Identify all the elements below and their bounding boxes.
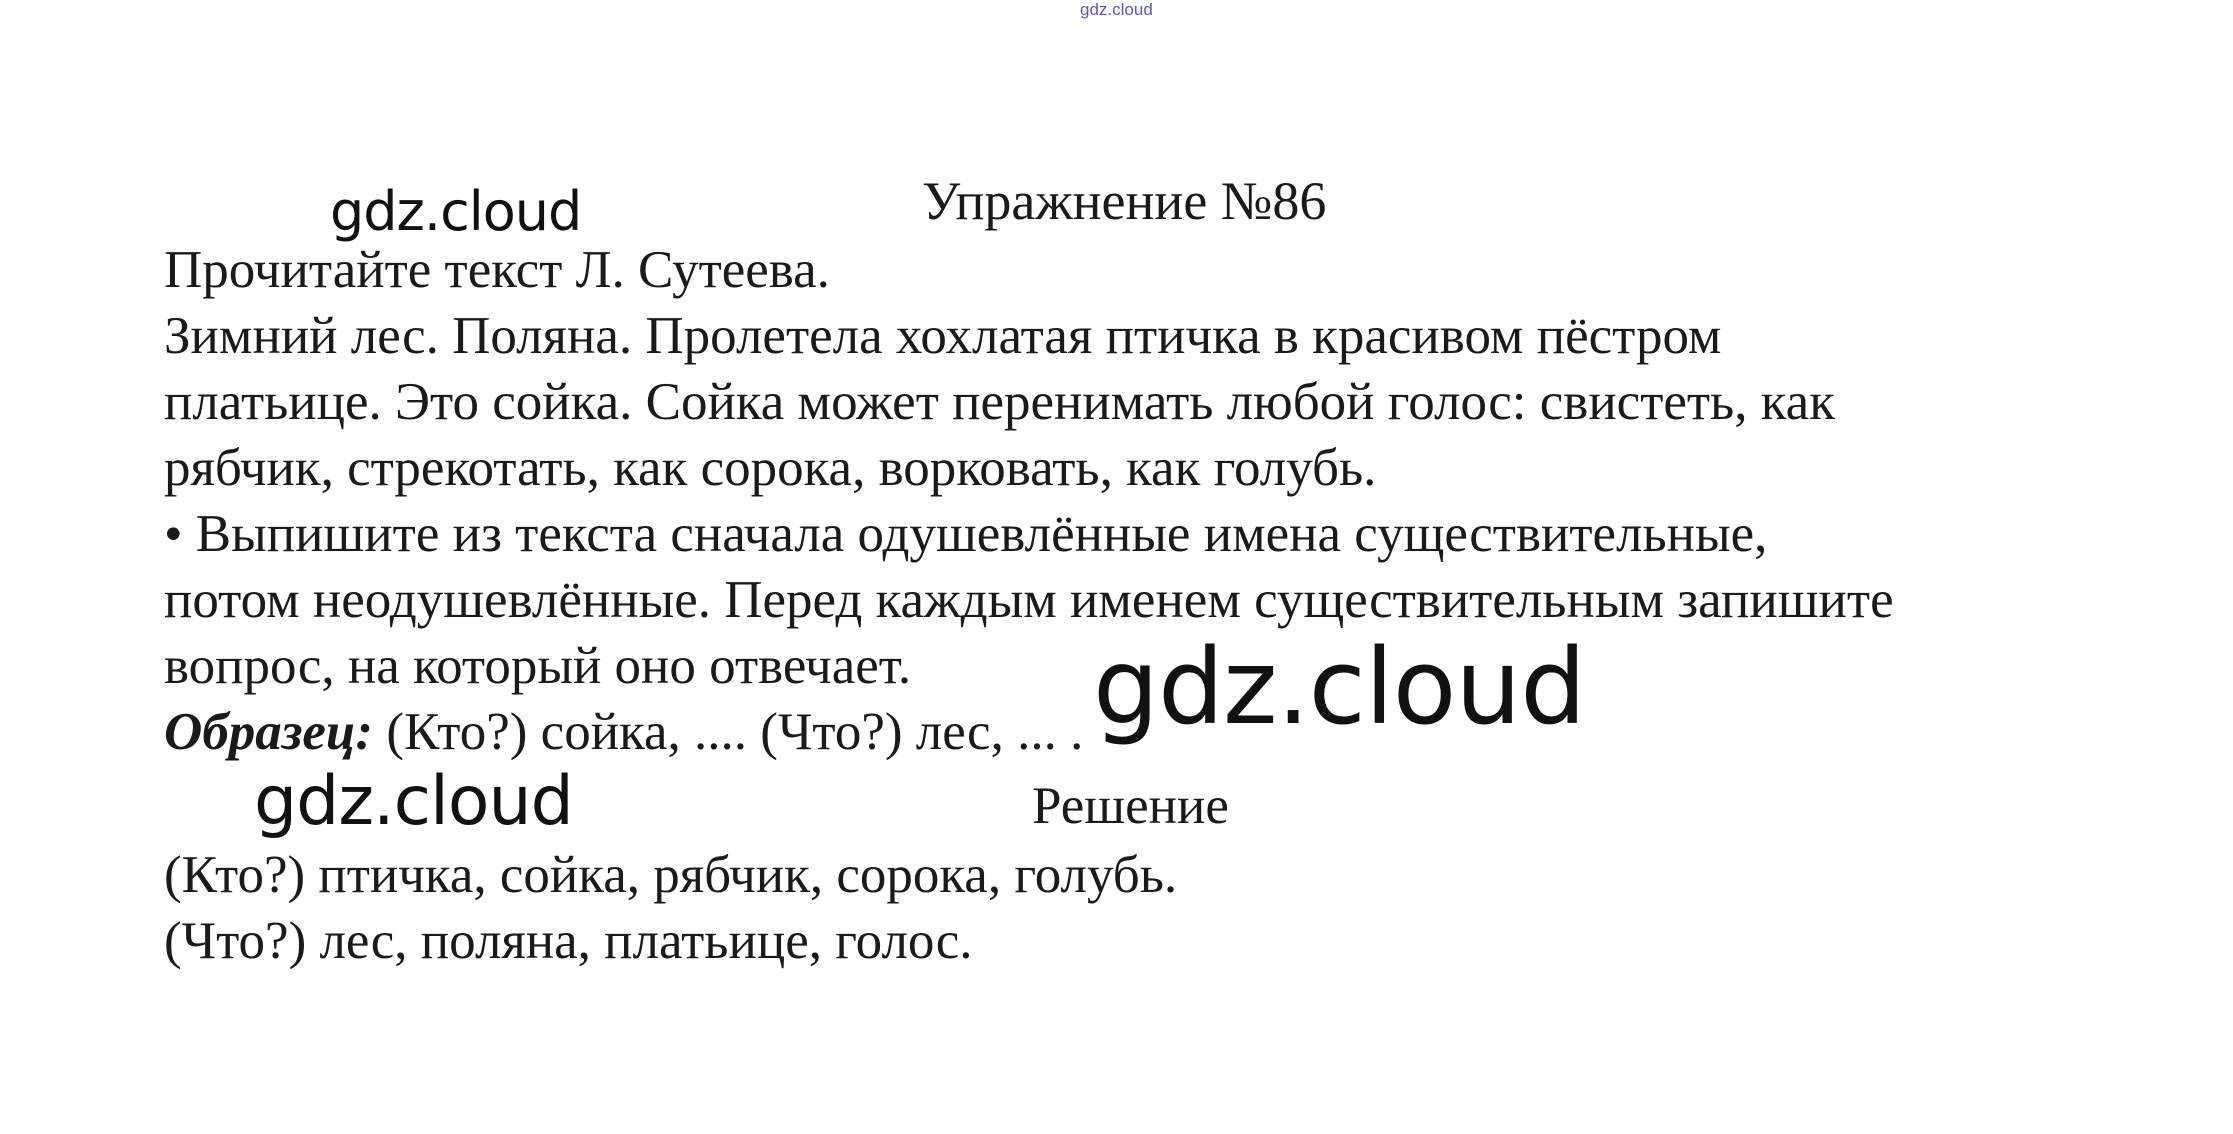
watermark: gdz.cloud [330,180,582,243]
solution-answer [164,842,1177,974]
answer-line-inanimate: (Что?) лес, поляна, платьице, голос. [164,912,973,970]
exercise-title: Упражнение №86 [922,171,1327,231]
watermark: gdz.cloud [254,762,573,841]
text-line: платьице. Это сойка. Сойка может перенимать любой голос: свистеть, как [164,373,1835,431]
watermark-top: gdz.cloud [1080,0,1153,19]
text-line: рябчик, стрекотать, как сорока, ворковать, как голубь. [164,439,1377,497]
exercise-text [164,237,1894,765]
sample-line [164,699,1894,765]
watermark: gdz.cloud [1093,626,1586,748]
sample-text: (Кто?) сойка, .... (Что?) лес, ... . [373,703,1084,761]
text-line: Зимний лес. Поляна. Пролетела хохлатая птичка в красивом пёстром [164,307,1722,365]
solution-title: Решение [1032,777,1229,835]
answer-line-animate: (Кто?) птичка, сойка, рябчик, сорока, голубь. [164,846,1178,904]
sample-label: Образец: [164,703,374,761]
text-line: Прочитайте текст Л. Сутеева. [164,241,830,299]
task-line: • Выпишите из текста сначала одушевлённые имена существительные, [164,505,1768,563]
task-line: вопрос, на который оно отвечает. [164,637,912,695]
task-line: потом неодушевлённые. Перед каждым именем существительным запишите [164,571,1894,629]
